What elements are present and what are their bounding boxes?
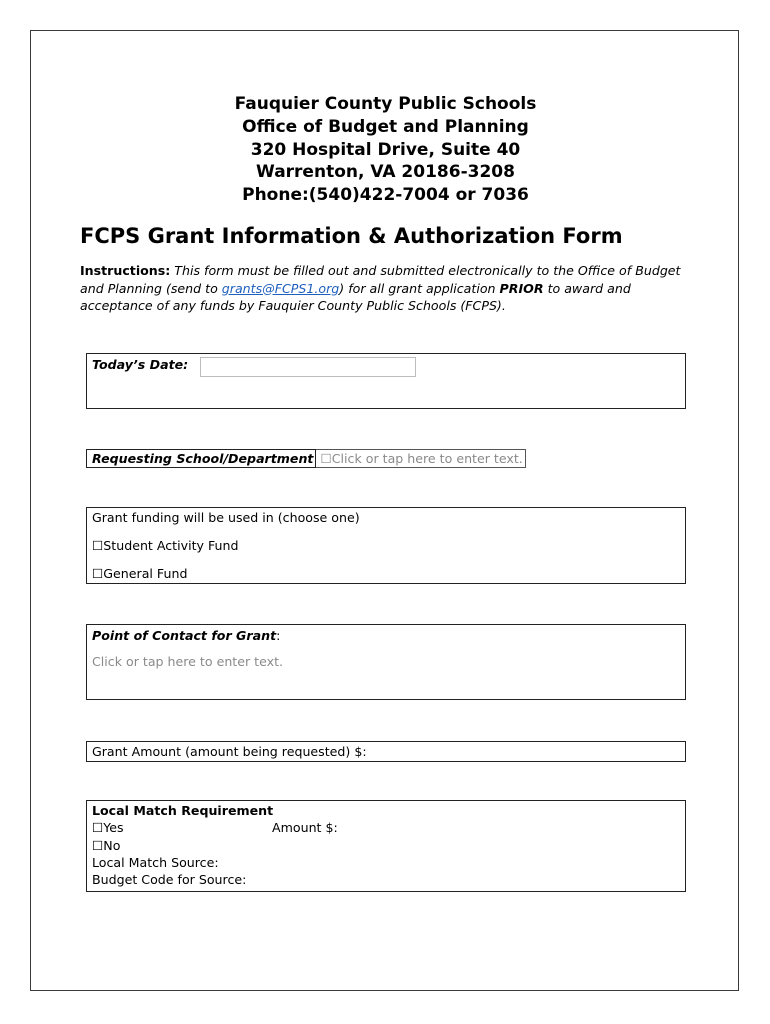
letterhead-line: Phone:(540)422-7004 or 7036 <box>242 185 529 206</box>
local-match-lines <box>92 802 273 888</box>
local-match-yes-checkbox[interactable]: ☐Yes <box>92 820 124 836</box>
letterhead-line: 320 Hospital Drive, Suite 40 <box>250 139 521 160</box>
instructions-text: This form must be filled out and submitted electronically to the Office of Budget and Planning (send to <box>80 263 681 296</box>
instructions-text: ) for all grant application <box>339 280 500 296</box>
todays-date-label: Today’s Date: <box>92 357 189 372</box>
letterhead-line: Office of Budget and Planning <box>242 116 529 137</box>
student-activity-fund-checkbox[interactable]: ☐Student Activity Fund <box>92 538 239 553</box>
contact-colon: : <box>276 628 281 643</box>
local-match-title: Local Match Requirement <box>92 803 274 818</box>
department-row <box>86 449 526 468</box>
instructions-text: to award and acceptance of any funds by Fauquier County Public Schools (FCPS). <box>80 280 631 313</box>
contact-label-line <box>92 628 280 643</box>
contact-input[interactable]: Click or tap here to enter text. <box>92 654 284 669</box>
department-label: Requesting School/Department <box>86 449 316 468</box>
contact-box <box>86 624 686 700</box>
local-match-no-checkbox[interactable]: ☐No <box>92 837 121 853</box>
local-match-source-label[interactable]: Local Match Source: <box>92 854 219 870</box>
contact-label: Point of Contact for Grant <box>92 628 277 643</box>
letterhead-line: Warrenton, VA 20186-3208 <box>256 162 515 183</box>
grant-amount-box <box>86 741 686 762</box>
instructions-label: Instructions: <box>80 263 171 278</box>
funding-prompt: Grant funding will be used in (choose one) <box>92 510 360 525</box>
todays-date-input[interactable] <box>200 357 416 377</box>
todays-date-box <box>86 353 686 409</box>
email-link[interactable]: grants@FCPS1.org <box>221 280 340 296</box>
local-match-amount-label[interactable]: Amount $: <box>272 820 338 835</box>
instructions-emphasis: PRIOR <box>499 280 544 296</box>
general-fund-checkbox[interactable]: ☐General Fund <box>92 566 188 581</box>
form-page <box>30 30 739 991</box>
funding-box <box>86 507 686 584</box>
letterhead <box>31 93 740 207</box>
local-match-box <box>86 800 686 892</box>
letterhead-line: Fauquier County Public Schools <box>234 94 537 114</box>
grant-amount-label[interactable]: Grant Amount (amount being requested) $: <box>92 744 367 759</box>
department-input[interactable]: ☐Click or tap here to enter text. <box>316 449 525 468</box>
instructions <box>80 262 690 315</box>
form-title: FCPS Grant Information & Authorization Form <box>80 224 623 248</box>
budget-code-label[interactable]: Budget Code for Source: <box>92 872 247 888</box>
